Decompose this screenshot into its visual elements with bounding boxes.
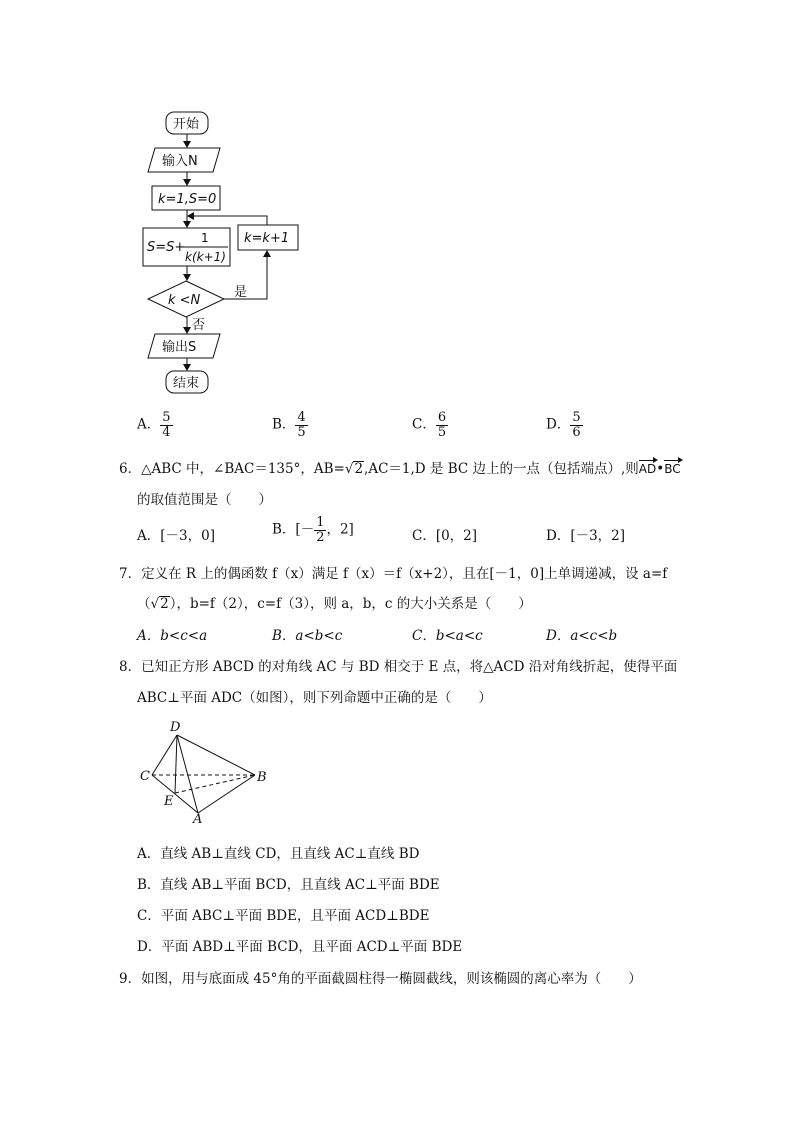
flowchart-condition-text: k <N <box>168 293 201 308</box>
q8-label-d: D <box>170 720 181 735</box>
flowchart-update-den: k(k+1) <box>185 250 226 264</box>
q7-option-c[interactable]: C．b<a<c <box>412 628 483 644</box>
flowchart-input-text: 输入N <box>162 154 198 169</box>
q8-label-e: E <box>164 794 174 809</box>
q9-stem: 9．如图，用与底面成 45°角的平面截圆柱得一椭圆截线，则该椭圆的离心率为（ ） <box>119 971 642 987</box>
q8-figure <box>130 715 290 825</box>
q8-option-b[interactable]: B．直线 AB⊥平面 BCD，且直线 AC⊥平面 BDE <box>137 877 440 893</box>
q8-label-c: C <box>140 769 150 784</box>
flowchart-no-label: 否 <box>192 318 206 333</box>
q6-stem-line1: 6．△ABC 中，∠BAC＝135°，AB=√2,AC＝1,D 是 BC 边上的一点（包括端点）,则AD•BC <box>119 461 681 477</box>
q6-option-a[interactable]: A．[－3，0] <box>137 528 215 544</box>
vector-ad: AD <box>638 462 657 476</box>
q6-option-c[interactable]: C．[0，2] <box>412 528 478 544</box>
flowchart-update-num: 1 <box>201 231 209 245</box>
q8-option-a[interactable]: A．直线 AB⊥直线 CD，且直线 AC⊥直线 BD <box>137 846 420 862</box>
q7-option-b[interactable]: B．a<b<c <box>272 628 343 644</box>
q5-option-b[interactable]: B． $\frac{4}{5}$ <box>272 410 306 440</box>
q7-stem-line2: （√2），b=f（2），c=f（3），则 a，b，c 的大小关系是（ ） <box>137 596 532 612</box>
q8-stem-line1: 8．已知正方形 ABCD 的对角线 AC 与 BD 相交于 E 点，将△ACD 沿对角线折起，使得平面 <box>119 659 678 675</box>
q8-option-d[interactable]: D．平面 ABD⊥平面 BCD，且平面 ACD⊥平面 BDE <box>137 939 463 955</box>
q6-option-d[interactable]: D．[－3，2] <box>546 528 626 544</box>
q5-option-a[interactable]: A． $\frac{5}{4}$ <box>137 410 171 440</box>
q8-option-c[interactable]: C．平面 ABC⊥平面 BDE，且平面 ACD⊥BDE <box>137 908 430 924</box>
flowchart-end-text: 结束 <box>173 376 200 391</box>
q5-option-c[interactable]: C． $\frac{6}{5}$ <box>412 410 447 440</box>
flowchart <box>0 0 794 400</box>
flowchart-yes-label: 是 <box>234 285 248 300</box>
q8-label-a: A <box>193 812 203 825</box>
flowchart-init-text: k=1,S=0 <box>158 192 217 207</box>
q8-stem-line2: ABC⊥平面 ADC（如图），则下列命题中正确的是（ ） <box>137 690 492 706</box>
flowchart-output-text: 输出S <box>162 340 197 355</box>
q5-option-d[interactable]: D． $\frac{5}{6}$ <box>546 410 581 440</box>
vector-bc: BC <box>664 462 681 476</box>
flowchart-increment-text: k=k+1 <box>244 231 290 246</box>
q7-stem-line1: 7．定义在 R 上的偶函数 f（x）满足 f（x）＝f（x+2），且在[－1，0]上单调递减，设 a=f <box>119 566 668 582</box>
q8-label-b: B <box>257 770 267 785</box>
flowchart-start-text: 开始 <box>173 117 200 132</box>
q6-stem-line2: 的取值范围是（ ） <box>137 492 272 508</box>
q7-option-d[interactable]: D．a<c<b <box>546 628 618 644</box>
flowchart-update-lhs: S=S+ <box>147 240 186 255</box>
q7-option-a[interactable]: A．b<c<a <box>137 628 208 644</box>
q6-option-b[interactable]: B．[－ $\frac{1}{2}$ ，2] <box>272 515 354 545</box>
